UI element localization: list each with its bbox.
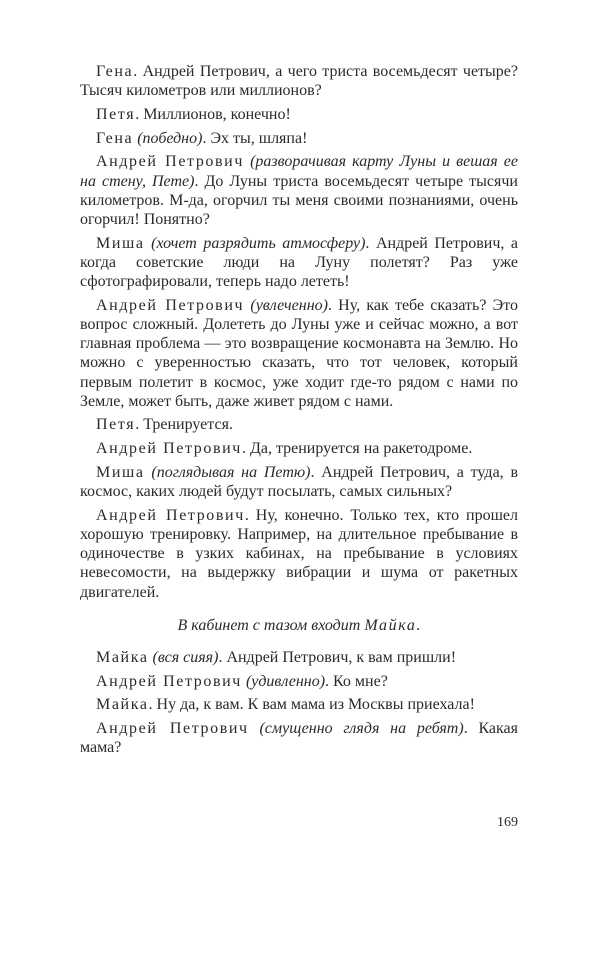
speaker-name: Андрей Петрович (96, 296, 245, 314)
line-text: Ну, как тебе сказать? Это вопрос сложный. Долететь до Луны уже и сейчас можно, а вот главная проблема — это возвращение космонавта на Землю. Но можно с уверенностью сказать, что тот человек, который первым полетит в космос, уже ходит где-то рядом с нами по Земле, может быть, даже живет рядом с нами. (80, 296, 518, 410)
dialogue-line: Майка. Ну да, к вам. К вам мама из Москвы приехала! (96, 696, 475, 714)
speaker-name: Миша (96, 234, 145, 252)
dialogue-line: Майка (вся сияя). Андрей Петрович, к вам пришли! (96, 648, 457, 666)
line-text: Какая мама? (80, 720, 519, 757)
line-text: Андрей Петрович, а когда советские люди на Луну полетят? Раз уже сфотографировали, теперь надо лететь! (80, 234, 518, 291)
speaker-name: Гена (96, 63, 134, 80)
line-text: Андрей Петрович, а чего триста восемьдесят четыре? Тысяч километров или миллионов? (80, 63, 519, 100)
speaker-name: Андрей Петрович (96, 440, 242, 458)
dialogue-line: Андрей Петрович. Да, тренируется на ракетодроме. (96, 440, 473, 458)
line-text: Тренируется. (143, 416, 233, 434)
dialogue-line: Миша (хочет разрядить атмосферу). Андрей Петрович, а когда советские люди на Луну полетят? Раз уже сфотографировали, теперь надо лететь! (80, 234, 518, 291)
speaker-name: Андрей Петрович (96, 153, 244, 171)
speaker-name: Петя (96, 105, 136, 123)
stage-direction: (разворачивая карту Луны и вешая ее на стену, Пете) (80, 153, 519, 190)
dialogue-line: Андрей Петрович (удивленно). Ко мне? (96, 672, 388, 690)
speaker-name: Андрей Петрович (96, 672, 242, 690)
line-text: Андрей Петрович, к вам пришли! (226, 648, 457, 666)
line-text: Ну да, к вам. К вам мама из Москвы приехала! (156, 696, 475, 714)
dialogue-line: Андрей Петрович (увлеченно). Ну, как тебе сказать? Это вопрос сложный. Долететь до Луны уже и сейчас можно, а вот главная проблема — это возвращение космонавта на Землю. Но можно с уверенностью сказать, что тот человек, который первым полетит в космос, уже ходит где-то рядом с нами по Земле, может быть, даже живет рядом с нами. (80, 296, 518, 410)
stage-direction-line: В кабинет с тазом входит Майка. (177, 616, 421, 634)
line-text: Да, тренируется на ракетодроме. (249, 440, 473, 458)
stage-direction: (победно) (137, 129, 203, 147)
dialogue-line: Гена. Андрей Петрович, а чего триста восемьдесят четыре? Тысяч километров или миллионов? (80, 63, 519, 100)
stage-direction: (удивленно) (245, 672, 326, 690)
speaker-name: Андрей Петрович (96, 720, 249, 738)
dialogue-line: Андрей Петрович. Ну, конечно. Только тех, кто прошел хорошую тренировку. Например, на длительное пребывание в одиночестве в узких кабинах, на пребывание в условиях невесомости, на выдержку вибрации и шума от ракетных двигателей. (80, 506, 519, 601)
stage-direction: (увлеченно) (250, 296, 328, 314)
stage-direction: (поглядывая на Петю) (151, 463, 311, 481)
dialogue-line: Андрей Петрович (разворачивая карту Луны и вешая ее на стену, Пете). До Луны триста восемьдесят четыре тысячи километров. М-да, огорчил ты меня своими познаниями, очень огорчил! Понятно? (80, 153, 519, 228)
dialogue-line: Андрей Петрович (смущенно глядя на ребят). Какая мама? (80, 720, 519, 757)
speaker-name: Петя (96, 416, 136, 434)
speaker-name: Майка (96, 696, 149, 714)
line-text: Миллионов, конечно! (143, 105, 291, 123)
dialogue-line: Петя. Тренируется. (96, 416, 233, 434)
dialogue-line: Гена (победно). Эх ты, шляпа! (96, 129, 308, 147)
speaker-name: Майка (96, 648, 149, 666)
line-text: Ко мне? (333, 672, 388, 690)
line-text: Ну, конечно. Только тех, кто прошел хорошую тренировку. Например, на длительное пребывание в одиночестве в узких кабинах, на пребывание в условиях невесомости, на выдержку вибрации и шума от ракетных двигателей. (80, 506, 519, 601)
line-text: Эх ты, шляпа! (210, 129, 308, 147)
speaker-name: Гена (96, 129, 134, 147)
dialogue-line: Петя. Миллионов, конечно! (96, 105, 291, 123)
speaker-name: Андрей Петрович (96, 506, 245, 524)
dialogue-line: Миша (поглядывая на Петю). Андрей Петрович, а туда, в космос, каких людей будут посылать, самых сильных? (80, 463, 518, 501)
stage-direction: (смущенно глядя на ребят) (259, 720, 464, 738)
line-text: До Луны триста восемьдесят четыре тысячи километров. М-да, огорчил ты меня своими познаниями, очень огорчил! Понятно? (80, 172, 518, 228)
play-text (80, 62, 518, 762)
speaker-name: Миша (96, 463, 145, 481)
line-text: Андрей Петрович, а туда, в космос, каких людей будут посылать, самых сильных? (80, 463, 518, 501)
entering-character: Майка (364, 616, 417, 634)
stage-direction: (хочет разрядить атмосферу) (151, 234, 366, 252)
page-number: 169 (497, 815, 518, 830)
stage-direction: (вся сияя) (152, 648, 219, 666)
